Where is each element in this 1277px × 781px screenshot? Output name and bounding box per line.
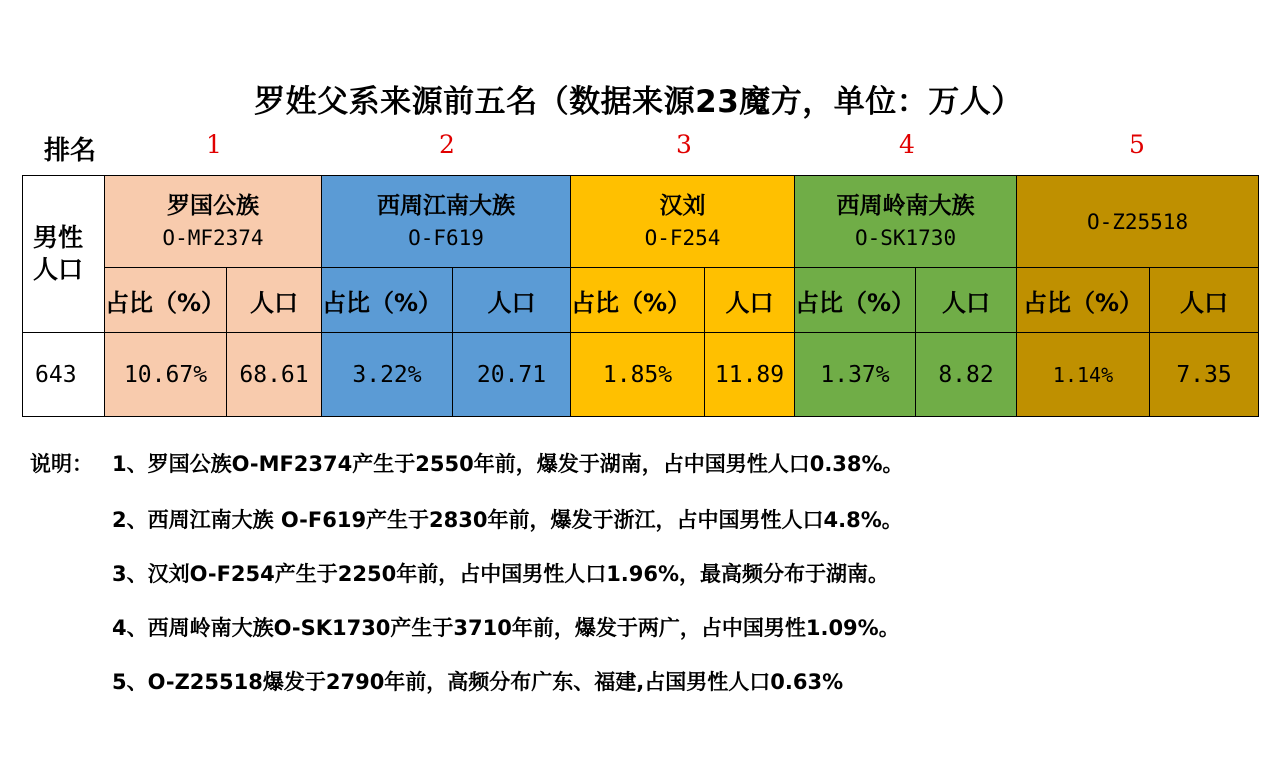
pop-value-2: 20.71 — [453, 333, 571, 417]
rank-row — [0, 130, 1277, 166]
lineage-name: 罗国公族 — [167, 192, 259, 219]
rank-number-5: 5 — [1129, 130, 1145, 159]
col-pct-header: 占比（%） — [105, 268, 227, 333]
lineage-haplogroup: O-SK1730 — [854, 225, 957, 250]
pct-value-4: 1.37% — [795, 333, 916, 417]
note-item-5: 5、O-Z25518爆发于2790年前，高频分布广东、福建,占国男性人口0.63% — [112, 670, 844, 694]
pct-value-1: 10.67% — [105, 333, 227, 417]
male-total-value: 643 — [23, 333, 105, 417]
lineage-haplogroup: O-F254 — [644, 225, 721, 250]
note-item-2: 2、西周江南大族 O-F619产生于2830年前，爆发于浙江，占中国男性人口4.8%。 — [112, 508, 903, 532]
col-pop-header: 人口 — [1150, 268, 1259, 333]
lineage-name: 汉刘 — [659, 192, 706, 219]
rank-number-3: 3 — [676, 130, 692, 159]
note-item-4: 4、西周岭南大族O-SK1730产生于3710年前，爆发于两广，占中国男性1.09%。 — [112, 616, 900, 640]
lineage-header-1 — [105, 176, 322, 268]
col-pct-header: 占比（%） — [322, 268, 453, 333]
note-item-1: 1、罗国公族O-MF2374产生于2550年前，爆发于湖南，占中国男性人口0.38%。 — [112, 452, 904, 476]
male-label-line2: 人口 — [33, 255, 84, 284]
rank-number-2: 2 — [439, 130, 455, 159]
lineage-header-5 — [1017, 176, 1259, 268]
pop-value-3: 11.89 — [705, 333, 795, 417]
pct-value-2: 3.22% — [322, 333, 453, 417]
col-pop-header: 人口 — [705, 268, 795, 333]
rank-label: 排名 — [44, 136, 97, 166]
col-pop-header: 人口 — [916, 268, 1017, 333]
rank-number-1: 1 — [206, 130, 222, 159]
page-title: 罗姓父系来源前五名（数据来源23魔方，单位：万人） — [254, 84, 1023, 120]
lineage-haplogroup: O-MF2374 — [162, 225, 264, 250]
pop-value-1: 68.61 — [227, 333, 322, 417]
male-label-line1: 男性 — [33, 223, 84, 252]
rank-number-4: 4 — [899, 130, 915, 159]
lineage-header-3 — [571, 176, 795, 268]
lineage-table — [22, 175, 1259, 417]
pct-value-3: 1.85% — [571, 333, 705, 417]
col-pct-header: 占比（%） — [1017, 268, 1150, 333]
pct-value-5: 1.14% — [1017, 333, 1150, 417]
col-pop-header: 人口 — [453, 268, 571, 333]
col-pct-header: 占比（%） — [795, 268, 916, 333]
col-pop-header: 人口 — [227, 268, 322, 333]
lineage-name: 西周江南大族 — [377, 192, 515, 219]
lineage-haplogroup: O-Z25518 — [1086, 209, 1189, 234]
header-row-columns — [23, 268, 1259, 333]
col-pct-header: 占比（%） — [571, 268, 705, 333]
pop-value-4: 8.82 — [916, 333, 1017, 417]
lineage-haplogroup: O-F619 — [408, 225, 484, 250]
lineage-header-4 — [795, 176, 1017, 268]
header-row-lineages — [23, 176, 1259, 268]
male-population-label — [23, 176, 105, 333]
notes-prefix: 说明： — [30, 452, 93, 476]
lineage-name: 西周岭南大族 — [836, 192, 975, 219]
lineage-header-2 — [322, 176, 571, 268]
note-item-3: 3、汉刘O-F254产生于2250年前，占中国男性人口1.96%，最高频分布于湖南。 — [112, 562, 890, 586]
pop-value-5: 7.35 — [1150, 333, 1259, 417]
table-row-values — [23, 333, 1259, 417]
